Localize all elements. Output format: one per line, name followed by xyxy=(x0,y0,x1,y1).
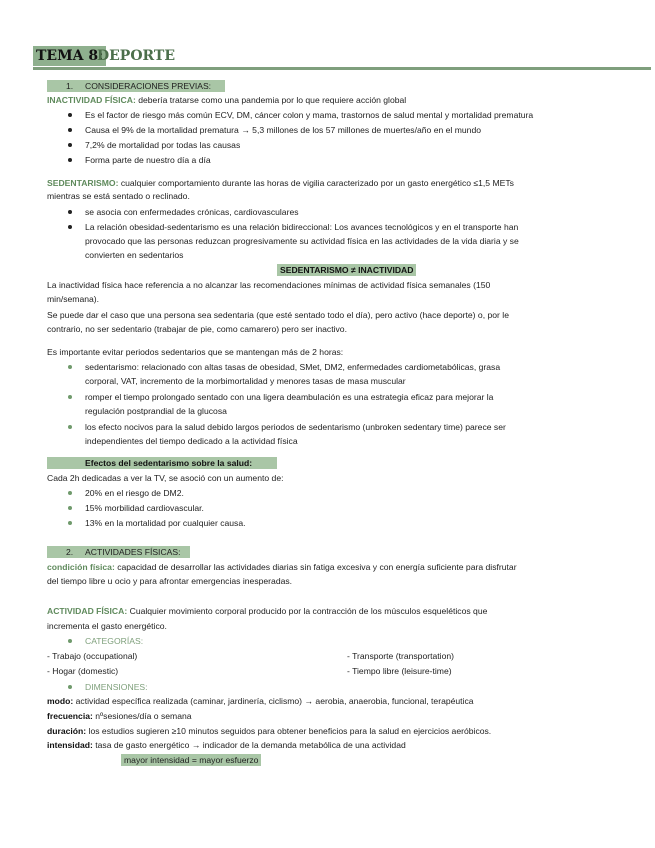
bullet-dot xyxy=(68,521,72,525)
condicion-def-cont: del tiempo libre u ocio y para afrontar emergencias inesperadas. xyxy=(47,576,293,586)
duracion-def: los estudios sugieren ≥10 minutos seguidos para obtener beneficios para la salud en ejercicios aeróbicos. xyxy=(86,726,492,736)
effects-intro: Cada 2h dedicadas a ver la TV, se asoció con un aumento de: xyxy=(47,473,284,483)
list-item-cont: regulación postprandial de la glucosa xyxy=(85,406,227,416)
actividad-definition xyxy=(47,605,487,617)
dimension-intensidad xyxy=(47,739,406,751)
paragraph-line: min/semana). xyxy=(47,294,100,304)
bullet-dot xyxy=(68,143,72,147)
title-underline xyxy=(33,67,651,70)
category-item: - Transporte (transportation) xyxy=(347,651,454,661)
bullet-dot xyxy=(68,158,72,162)
bullet-dot xyxy=(68,639,72,643)
bullet-dot xyxy=(68,210,72,214)
condicion-term: condición física: xyxy=(47,562,115,572)
actividad-def-cont: incrementa el gasto energético. xyxy=(47,621,167,631)
intensidad-term: intensidad: xyxy=(47,740,93,750)
sedentarismo-term: SEDENTARISMO: xyxy=(47,178,119,188)
page-title xyxy=(33,46,651,68)
list-item: 7,2% de mortalidad por todas las causas xyxy=(85,140,241,150)
bullet-dot xyxy=(68,128,72,132)
inactividad-def: debería tratarse como una pandemia por lo que requiere acción global xyxy=(135,95,407,105)
bullet-dot xyxy=(68,425,72,429)
inactividad-definition xyxy=(47,94,406,106)
section-1-label: CONSIDERACIONES PREVIAS: xyxy=(85,81,212,91)
duracion-term: duración: xyxy=(47,726,87,736)
modo-term: modo: xyxy=(47,696,74,706)
intensidad-def: tasa de gasto energético → indicador de la demanda metabólica de una actividad xyxy=(92,740,406,750)
paragraph-line: contrario, no ser sedentario (trabajar de pie, como camarero) pero ser inactivo. xyxy=(47,324,347,334)
list-item: 20% en el riesgo de DM2. xyxy=(85,488,184,498)
condicion-def: capacidad de desarrollar las actividades diarias sin fatiga excesiva y con energía suficiente para disfrutar xyxy=(114,562,517,572)
bullet-dot xyxy=(68,365,72,369)
list-item: Causa el 9% de la mortalidad prematura → 5,3 millones de los 57 millones de muertes/año en el mundo xyxy=(85,125,482,135)
list-item-cont: convierten en sedentarios xyxy=(85,250,184,260)
list-item-cont: provocado que las personas reduzcan progresivamente su actividad física en las actividades de la vida diaria y se xyxy=(85,236,519,246)
list-item: Forma parte de nuestro día a día xyxy=(85,155,211,165)
list-item: 13% en la mortalidad por cualquier causa. xyxy=(85,518,246,528)
section-1-heading xyxy=(47,80,225,92)
paragraph-line: La inactividad física hace referencia a no alcanzar las recomendaciones mínimas de actividad física semanales (150 xyxy=(47,280,491,290)
modo-def: actividad específica realizada (caminar, jardinería, ciclismo) → aerobia, anaerobia, funcional, terapéutica xyxy=(73,696,474,706)
list-item: La relación obesidad-sedentarismo es una relación bidireccional: Los avances tecnológicos y en el transporte han xyxy=(85,222,519,232)
list-item: se asocia con enfermedades crónicas, cardiovasculares xyxy=(85,207,299,217)
paragraph-line: Es importante evitar periodos sedentarios que se mantengan más de 2 horas: xyxy=(47,347,344,357)
section-2-heading xyxy=(47,546,190,558)
list-item: romper el tiempo prolongado sentado con una ligera deambulación es una estrategia eficaz para mejorar la xyxy=(85,392,494,402)
bullet-dot xyxy=(68,506,72,510)
sedentarismo-vs-inactividad: SEDENTARISMO ≠ INACTIVIDAD xyxy=(277,264,416,276)
intensity-equation: mayor intensidad = mayor esfuerzo xyxy=(121,754,261,766)
paragraph-line: Se puede dar el caso que una persona sea sedentaria (que esté sentado todo el día), pero activo (hace deporte) o, por le xyxy=(47,310,509,320)
title-text: DEPORTE xyxy=(97,48,176,64)
categories-label: CATEGORÍAS: xyxy=(85,636,144,646)
sedentarismo-def: cualquier comportamiento durante las horas de vigilia caracterizado por un gasto energético ≤1,5 METs xyxy=(118,178,514,188)
effects-heading: Efectos del sedentarismo sobre la salud: xyxy=(47,457,277,469)
list-item-cont: corporal, VAT, incremento de la morbimortalidad y menores tasas de masa muscular xyxy=(85,376,406,386)
section-1-number: 1. xyxy=(66,81,74,91)
inactividad-term: INACTIVIDAD FÍSICA: xyxy=(47,95,136,105)
list-item-cont: independientes del tiempo dedicado a la actividad física xyxy=(85,436,298,446)
section-2-label: ACTIVIDADES FÍSICAS: xyxy=(85,547,181,557)
title-tag: TEMA 8: xyxy=(33,46,106,66)
category-item: - Trabajo (occupational) xyxy=(47,651,138,661)
list-item: sedentarismo: relacionado con altas tasas de obesidad, SMet, DM2, enfermedades cardiometabólicas, grasa xyxy=(85,362,501,372)
category-item: - Tiempo libre (leisure-time) xyxy=(347,666,452,676)
section-2-number: 2. xyxy=(66,547,74,557)
dimension-duracion xyxy=(47,725,491,737)
dimension-modo xyxy=(47,695,474,707)
bullet-dot xyxy=(68,395,72,399)
bullet-dot xyxy=(68,685,72,689)
list-item: 15% morbilidad cardiovascular. xyxy=(85,503,204,513)
condicion-definition xyxy=(47,561,517,573)
frecuencia-def: nºsesiones/día o semana xyxy=(92,711,192,721)
dimension-frecuencia xyxy=(47,710,192,722)
actividad-def: Cualquier movimiento corporal producido por la contracción de los músculos esqueléticos que xyxy=(127,606,488,616)
category-item: - Hogar (domestic) xyxy=(47,666,119,676)
sedentarismo-def-cont: mientras se está sentado o reclinado. xyxy=(47,191,190,201)
dimensions-label: DIMENSIONES: xyxy=(85,682,148,692)
bullet-dot xyxy=(68,113,72,117)
list-item: los efecto nocivos para la salud debido largos periodos de sedentarismo (unbroken sedentary time) parece ser xyxy=(85,422,506,432)
frecuencia-term: frecuencia: xyxy=(47,711,93,721)
list-item: Es el factor de riesgo más común ECV, DM, cáncer colon y mama, trastornos de salud mental y mortalidad prematura xyxy=(85,110,534,120)
sedentarismo-definition xyxy=(47,177,514,189)
actividad-term: ACTIVIDAD FÍSICA: xyxy=(47,606,128,616)
bullet-dot xyxy=(68,491,72,495)
bullet-dot xyxy=(68,225,72,229)
